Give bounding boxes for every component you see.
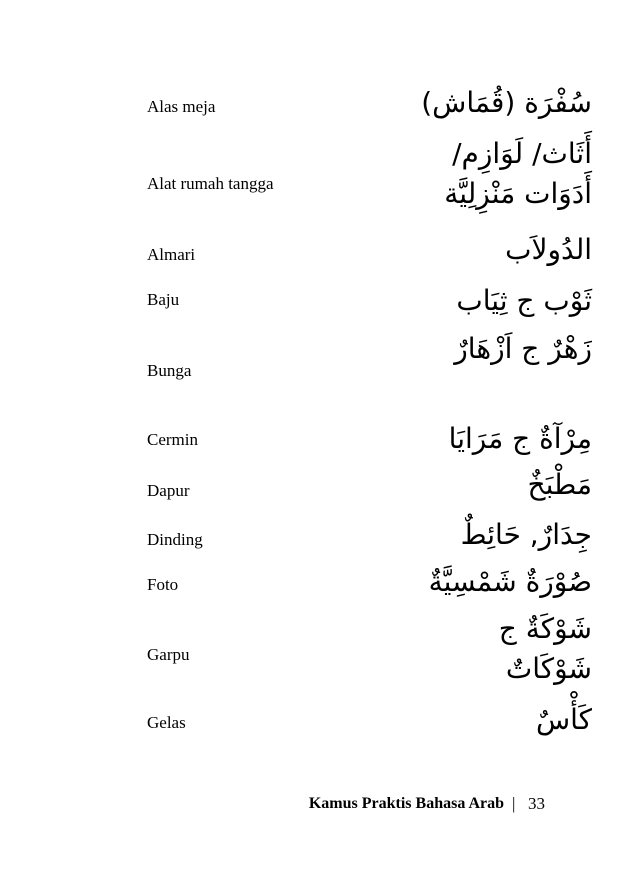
arabic-term: [456, 281, 592, 321]
latin-term: Foto: [147, 575, 179, 594]
arabic-line: جِدَارٌ, حَائِطٌ: [460, 518, 592, 551]
arabic-line: الدُولاَب: [505, 233, 592, 266]
arabic-term: [421, 83, 592, 123]
latin-term: Dinding: [147, 530, 203, 549]
arabic-line: ثَوْب ج ثِيَاب: [456, 284, 592, 317]
page-footer: [0, 793, 638, 819]
arabic-line: كَأْسٌ: [535, 703, 592, 736]
latin-term: Alas meja: [147, 97, 216, 116]
latin-term: Alat rumah tangga: [147, 174, 274, 193]
latin-term: Garpu: [147, 645, 190, 664]
arabic-line: صُوْرَةٌ شَمْسِيَّةٌ: [428, 565, 592, 598]
latin-term: Dapur: [147, 481, 190, 500]
arabic-line: سُفْرَة (قُمَاش): [421, 86, 592, 119]
arabic-term: [429, 562, 592, 602]
arabic-term: [499, 609, 592, 689]
arabic-line: مَطْبَخٌ: [527, 468, 592, 501]
latin-term: Gelas: [147, 713, 186, 732]
page-number: 33: [528, 794, 545, 813]
arabic-term: [461, 515, 592, 555]
arabic-line: زَهْرٌ ج اَزْهَارٌ: [454, 332, 592, 365]
arabic-term: [536, 700, 592, 740]
arabic-term: [528, 465, 593, 505]
book-title: Kamus Praktis Bahasa Arab: [308, 795, 504, 812]
arabic-term: [449, 419, 592, 459]
arabic-line: شَوْكَةٌ ج: [498, 612, 592, 645]
arabic-line: أَثَاث/ لَوَازِم/: [452, 137, 592, 170]
latin-term: Almari: [147, 245, 196, 264]
arabic-term: [454, 329, 592, 369]
arabic-line: شَوْكَاتٌ: [505, 652, 592, 685]
latin-term: Baju: [147, 290, 180, 309]
latin-term: Cermin: [147, 430, 198, 449]
arabic-line: أَدَوَات مَنْزِلِيَّة: [444, 177, 592, 210]
arabic-term: [505, 230, 592, 270]
arabic-term: [444, 134, 592, 214]
latin-term: Bunga: [147, 361, 192, 380]
arabic-line: مِرْآةٌ ج مَرَايَا: [448, 422, 592, 455]
footer-separator: |: [512, 794, 516, 813]
